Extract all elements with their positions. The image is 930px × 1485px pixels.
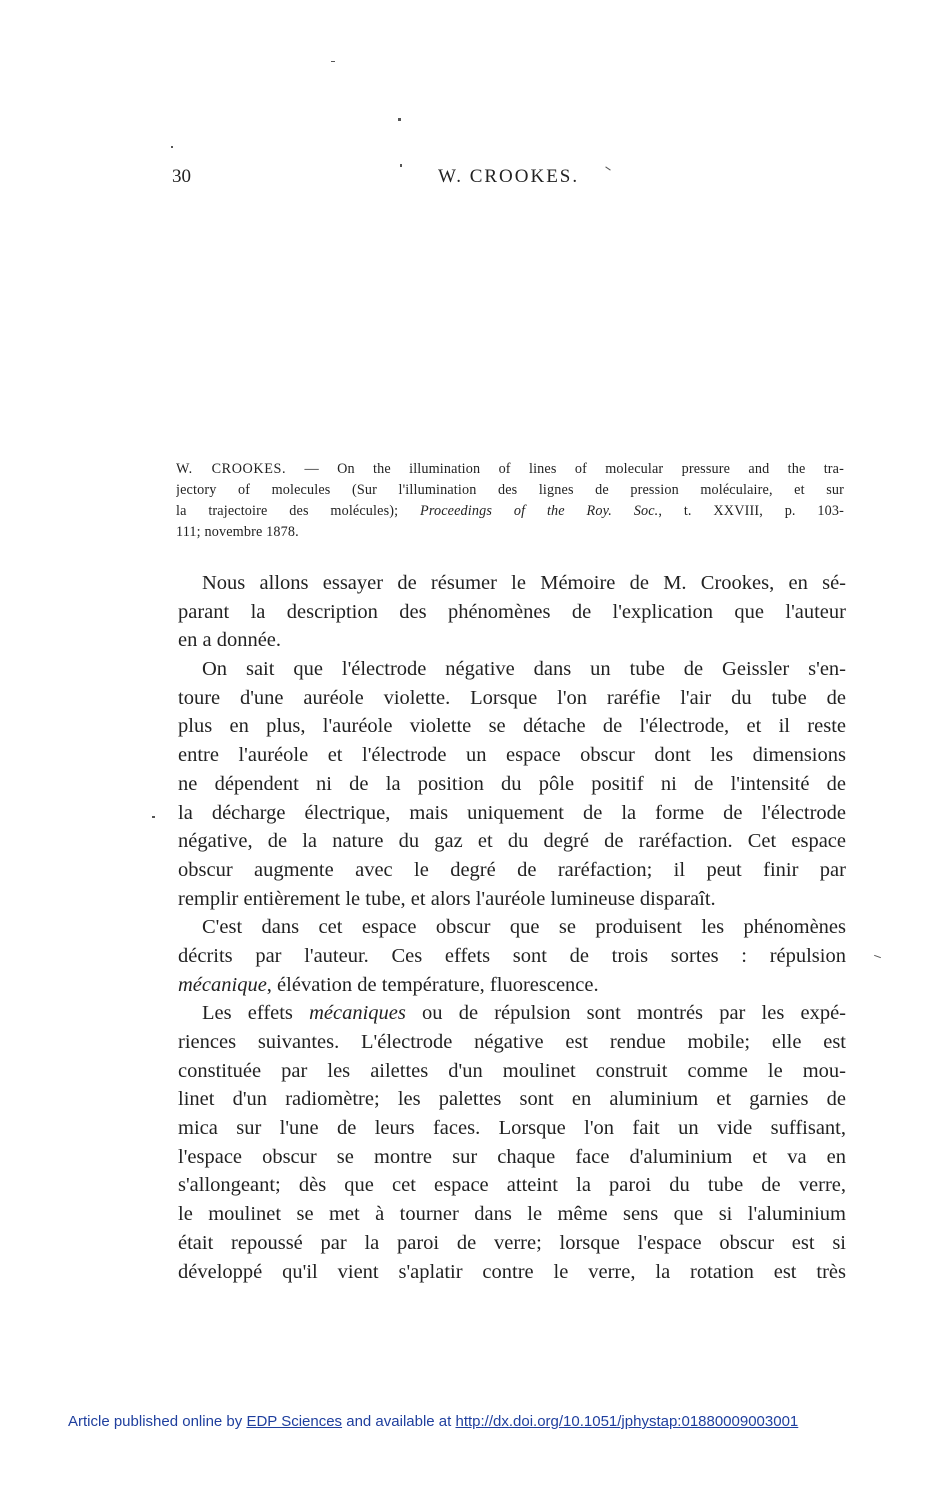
footer-prefix: Article published online by (68, 1413, 247, 1430)
scan-speck (152, 816, 155, 818)
body-line: entre l'auréole et l'électrode un espace obscur dont les dimensions (178, 744, 846, 767)
body-line: mica sur l'une de leurs faces. Lorsque l'on fait un vide suffisant, (178, 1117, 846, 1140)
body-line: ne dépendent ni de la position du pôle positif ni de l'intensité de (178, 772, 846, 795)
body-line: obscur augmente avec le degré de raréfaction; il peut finir par (178, 858, 846, 881)
scan-speck (605, 166, 610, 170)
publication-footer (68, 1413, 798, 1430)
scan-speck (398, 118, 401, 121)
body-line: le moulinet se met à tourner dans le même sens que si l'aluminium (178, 1203, 846, 1226)
reference-journal: Proceedings of the Roy. Soc. (420, 503, 659, 519)
body-line: Nous allons essayer de résumer le Mémoire de M. Crookes, en sé- (202, 572, 846, 594)
body-line: toure d'une auréole violette. Lorsque l'on raréfie l'air du tube de (178, 686, 846, 709)
body-line: en a donnée. (178, 629, 282, 652)
body-line: était repoussé par la paroi de verre; lorsque l'espace obscur est si (178, 1231, 846, 1254)
running-head: W. CROOKES. (438, 166, 580, 187)
reference-author: W. CROOKES. (176, 461, 287, 477)
bibliographic-reference (176, 459, 844, 543)
scan-speck (874, 955, 881, 958)
body-line: s'allongeant; dès que cet espace atteint la paroi du tube de verre, (178, 1174, 846, 1197)
italic-term: mécaniques (309, 1002, 406, 1025)
body-line: la décharge électrique, mais uniquement de la forme de l'électrode (178, 801, 846, 824)
body-line: C'est dans cet espace obscur que se produisent les phénomènes (202, 916, 846, 939)
body-line: constituée par les ailettes d'un moulinet construit comme le mou- (178, 1059, 846, 1082)
body-line: riences suivantes. L'électrode négative est rendue mobile; elle est (178, 1031, 846, 1053)
body-line: plus en plus, l'auréole violette se détache de l'électrode, et il reste (178, 715, 846, 738)
body-line: mécanique, élévation de température, fluorescence. (178, 973, 599, 996)
reference-line: jectory of molecules (Sur l'illumination des lignes de pression moléculaire, et sur (176, 482, 844, 498)
scan-speck (400, 164, 402, 167)
body-line: décrits par l'auteur. Ces effets sont de trois sortes : répulsion (178, 944, 846, 967)
body-line: l'espace obscur se montre sur chaque face d'aluminium et va en (178, 1145, 846, 1168)
body-line: parant la description des phénomènes de l'explication que l'auteur (178, 600, 846, 623)
body-line: Les effets mécaniques ou de répulsion sont montrés par les expé- (202, 1002, 846, 1025)
reference-line: W. CROOKES. — On the illumination of lines of molecular pressure and the tra- (176, 461, 844, 477)
body-line: linet d'un radiomètre; les palettes sont en aluminium et garnies de (178, 1088, 846, 1111)
body-line: On sait que l'électrode négative dans un tube de Geissler s'en- (202, 658, 846, 681)
reference-line: 111; novembre 1878. (176, 524, 299, 540)
page-number: 30 (172, 166, 191, 187)
footer-middle: and available at (342, 1413, 456, 1430)
reference-line: la trajectoire des molécules); Proceedings of the Roy. Soc., t. XXVIII, p. 103- (176, 503, 844, 519)
publisher-link[interactable]: EDP Sciences (246, 1413, 343, 1430)
italic-term: mécanique (178, 973, 267, 996)
article-body (178, 569, 846, 1286)
doi-link[interactable]: http://dx.doi.org/10.1051/jphystap:01880009003001 (455, 1413, 799, 1430)
body-line: remplir entièrement le tube, et alors l'auréole lumineuse disparaît. (178, 887, 716, 910)
body-line: négative, de la nature du gaz et du degré de raréfaction. Cet espace (178, 830, 846, 853)
scan-speck (331, 61, 335, 62)
scan-speck (171, 146, 173, 148)
body-line: développé qu'il vient s'aplatir contre le verre, la rotation est très (178, 1260, 846, 1283)
